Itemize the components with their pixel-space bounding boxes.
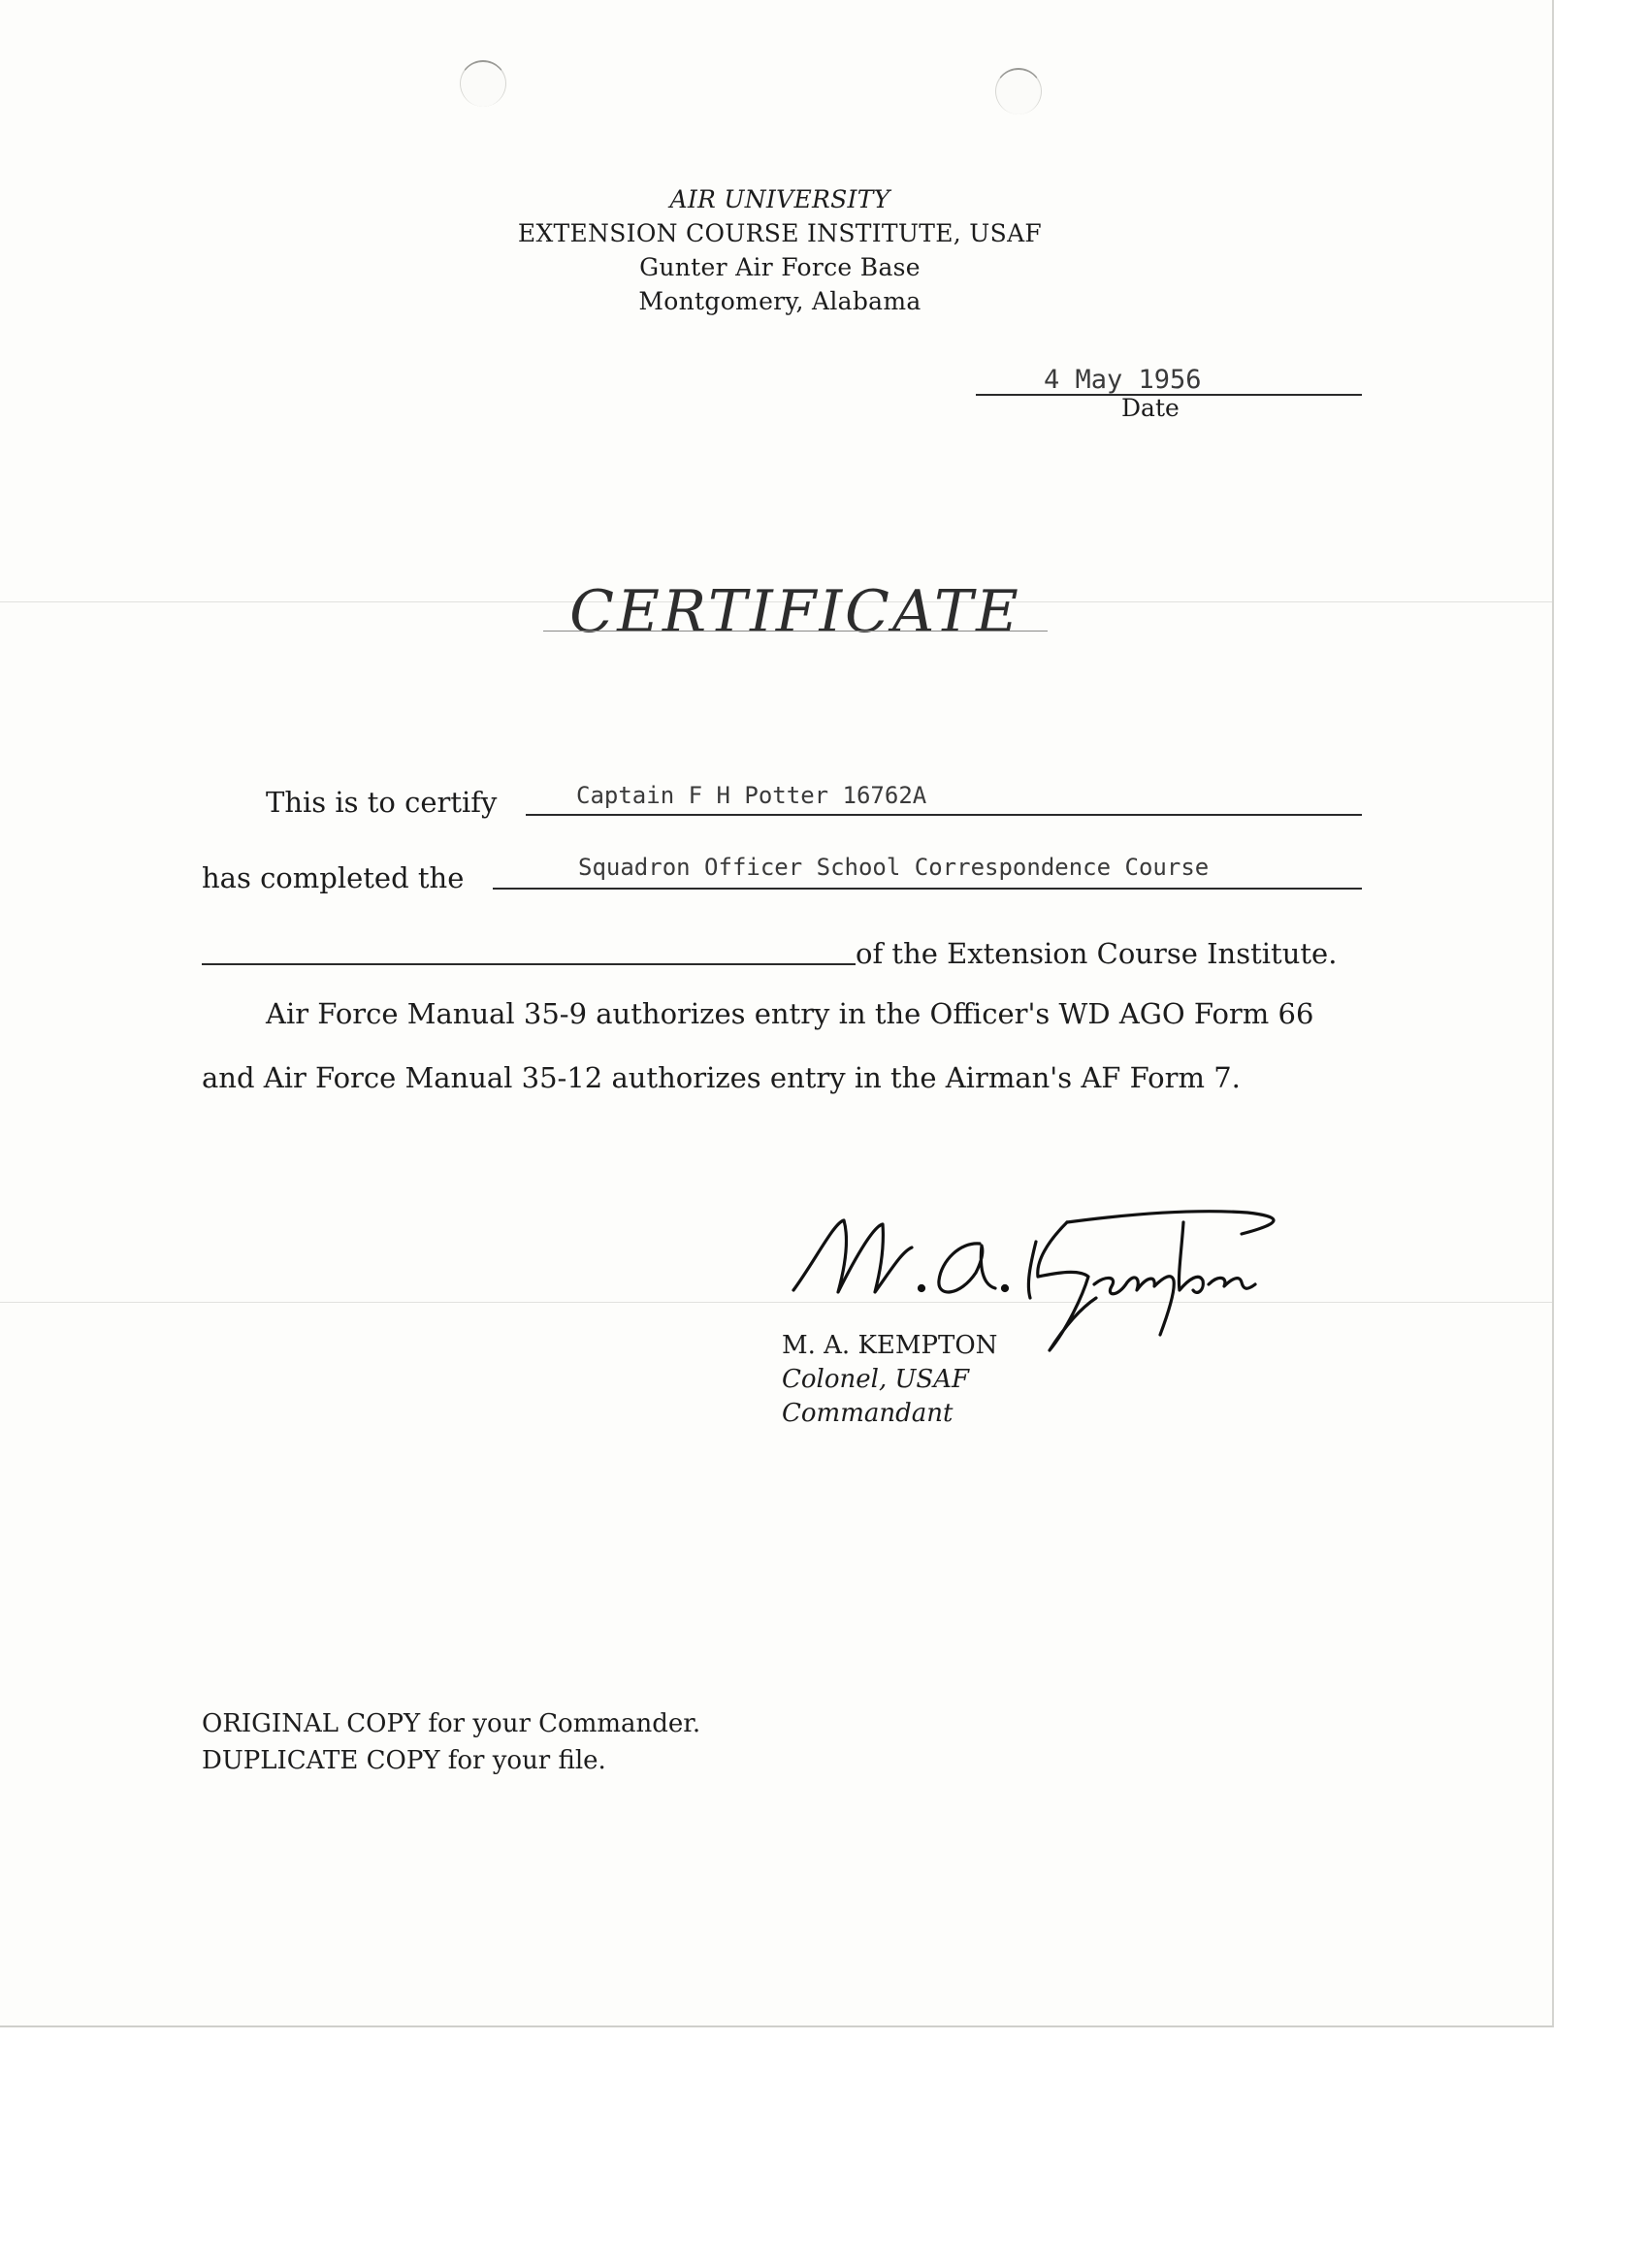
authorization-line-1: Air Force Manual 35-9 authorizes entry in the Officer's WD AGO Form 66 [266, 997, 1314, 1030]
punch-hole-left [460, 60, 506, 107]
date-value: 4 May 1956 [1044, 365, 1202, 395]
letterhead [0, 182, 1560, 318]
signature-block [782, 1329, 997, 1431]
letterhead-institute: EXTENSION COURSE INSTITUTE, USAF [517, 219, 1043, 247]
signatory-rank: Colonel, USAF [782, 1365, 970, 1394]
recipient-rule [526, 814, 1362, 816]
date-label: Date [1121, 394, 1180, 422]
original-copy-note: ORIGINAL COPY for your Commander. [202, 1709, 701, 1738]
institute-suffix: of the Extension Course Institute. [856, 937, 1338, 970]
duplicate-copy-note: DUPLICATE COPY for your file. [202, 1746, 606, 1775]
letterhead-base: Gunter Air Force Base [639, 253, 921, 281]
signatory-title: Commandant [782, 1399, 954, 1428]
letterhead-city: Montgomery, Alabama [638, 287, 922, 315]
course-rule [493, 888, 1362, 890]
certify-label: This is to certify [266, 786, 498, 819]
recipient-name: Captain F H Potter 16762A [576, 782, 927, 809]
letterhead-university: AIR UNIVERSITY [669, 185, 890, 213]
authorization-line-2: and Air Force Manual 35-12 authorizes entry in the Airman's AF Form 7. [202, 1061, 1241, 1094]
title-strike-line [543, 631, 1048, 632]
course-continuation-rule [202, 963, 856, 965]
copies-note [202, 1705, 700, 1779]
completed-label: has completed the [202, 861, 465, 894]
certificate-title: CERTIFICATE [569, 578, 1021, 646]
punch-hole-right [995, 68, 1042, 114]
signatory-name: M. A. KEMPTON [782, 1331, 998, 1360]
course-name: Squadron Officer School Correspondence Course [578, 854, 1210, 881]
